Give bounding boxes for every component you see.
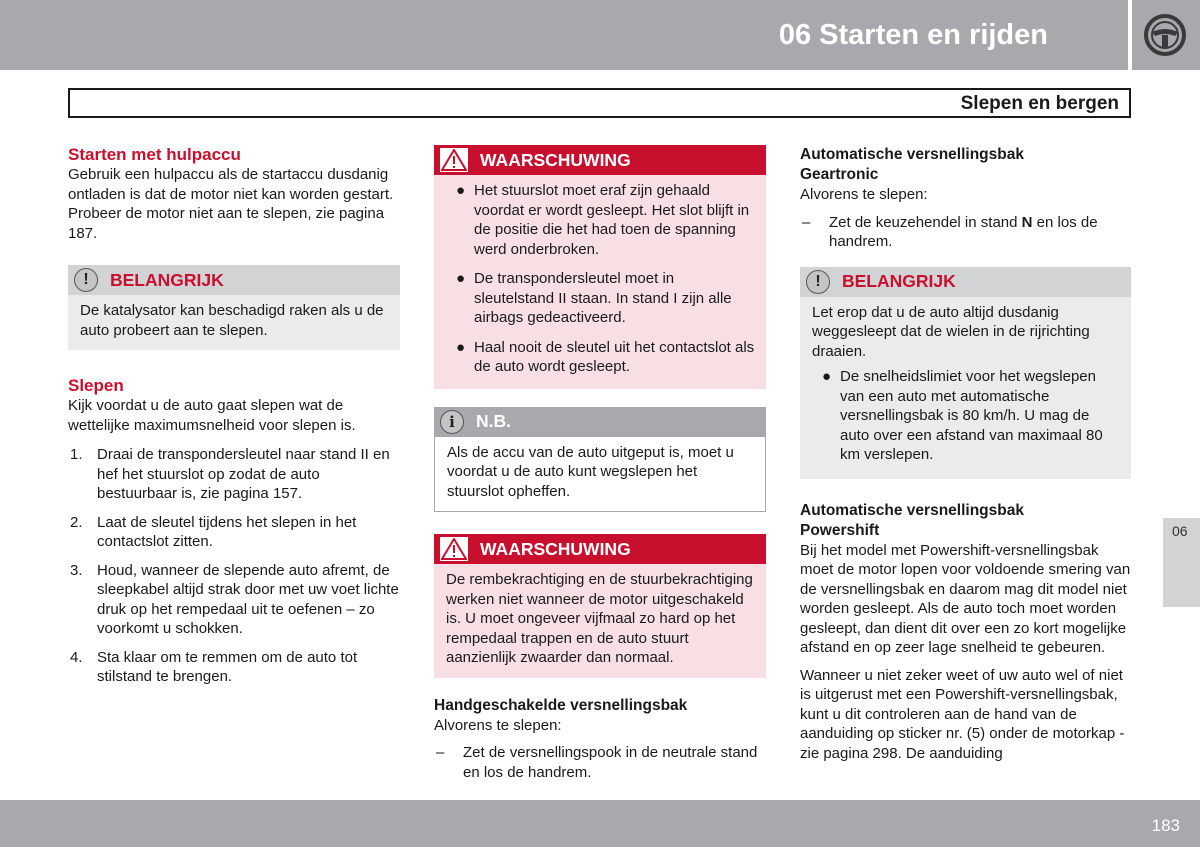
note-box-body (434, 437, 766, 513)
important-title: BELANGRIJK (110, 269, 224, 290)
warning-box-header (434, 534, 766, 564)
heading-handgeschakelde: Handgeschakelde versnellingsbak (434, 696, 688, 714)
warning-box-header (434, 145, 766, 175)
list-item (446, 338, 756, 377)
warning-item-text: Het stuurslot moet eraf zijn gehaald voordat er wordt gesleept. Het slot blijft in de positie die het had toen de spanning werd onderbroken. (474, 182, 750, 258)
warning-title: WAARSCHUWING (480, 538, 631, 559)
bullet-icon: ● (456, 270, 466, 287)
list-item (446, 181, 756, 259)
paragraph-hulpaccu: Gebruik een hulpaccu als de startaccu dusdanig ontladen is dat de motor niet kan worden gestart. Probeer de motor niet aan te slepen, zie pagina 187. (68, 166, 394, 242)
list-item (68, 513, 400, 552)
heading-geartronic-line2: Geartronic (800, 166, 879, 183)
side-tab-label: 06 (1172, 523, 1188, 539)
important-box-body (800, 297, 1131, 479)
warning-box-body (434, 564, 766, 678)
step-number: 2. (70, 513, 83, 531)
dash-text-a: Zet de keuzehendel in stand (829, 213, 1022, 231)
footer-bar (0, 800, 1200, 847)
warning-title: WAARSCHUWING (480, 149, 631, 170)
section-title-box (68, 88, 1131, 118)
heading-starten-met-hulpaccu: Starten met hulpaccu (68, 145, 241, 164)
heading-geartronic-line1: Automatische versnellingsbak (800, 146, 1024, 163)
paragraph-powershift: Bij het model met Powershift-versnellingsbak moet de motor lopen voor voldoende smering van de versnellingsbak en daarom mag dit model niet worden gesleept. Als de auto toch moet worden gesleept, dan dient dit over een zo kort mogelijke afstand en op zeer lage snelheid te gebeuren. (800, 541, 1131, 656)
exclamation-icon: ! (74, 268, 98, 292)
important-list (812, 367, 1121, 465)
dash-marker: – (802, 213, 811, 231)
step-number: 1. (70, 446, 83, 463)
note-title: N.B. (476, 411, 511, 431)
step-text: Houd, wanneer de slepende auto afremt, de sleepkabel altijd strak door met uw voet lichte druk op het rempedaal uit te oefenen – zo voorkomt u schokken. (97, 561, 399, 637)
bullet-icon: ● (822, 368, 832, 385)
header-bar (0, 0, 1128, 70)
warning-box-body (434, 175, 766, 389)
paragraph-aanduiding: Wanneer u niet zeker weet of uw auto wel of niet is uitgerust met een Powershift-versnellingsbak, kunt u dit controleren aan de hand van de aanduiding op sticker nr. (5) onder de motorkap - zie pagina 298. De aanduiding (800, 666, 1125, 762)
list-item (434, 743, 766, 782)
dash-list (800, 213, 1131, 252)
column-3 (800, 145, 1131, 763)
note-text: Als de accu van de auto uitgeput is, moet u voordat u de auto kunt wegslepen het stuurslot opheffen. (447, 443, 734, 500)
list-item (446, 269, 756, 328)
list-item (800, 213, 1131, 252)
important-text: Let erop dat u de auto altijd dusdanig weggesleept dat de wielen in de rijrichting draaien. (812, 303, 1090, 360)
bullet-icon: ● (456, 182, 466, 199)
info-icon: i (440, 410, 464, 434)
heading-powershift-line1: Automatische versnellingsbak (800, 501, 1024, 519)
paragraph-slepen: Kijk voordat u de auto gaat slepen wat de wettelijke maximumsnelheid voor slepen is. (68, 397, 356, 434)
list-item (68, 561, 400, 639)
step-number: 3. (70, 561, 83, 579)
column-2 (434, 145, 766, 791)
warning-box-stuurslot (434, 145, 766, 389)
dash-text-gear: N (1021, 213, 1033, 231)
dash-list (434, 743, 766, 782)
heading-powershift-line2: Powershift (800, 521, 880, 539)
column-1 (68, 145, 400, 696)
important-box-body (68, 295, 400, 350)
heading-slepen: Slepen (68, 376, 124, 395)
warning-list (446, 181, 756, 377)
dash-text: Zet de versnellingspook in de neutrale stand en los de handrem. (463, 744, 758, 781)
warning-triangle-icon (440, 148, 468, 172)
important-title: BELANGRIJK (842, 271, 956, 291)
note-box-accu (434, 407, 766, 513)
dash-marker: – (436, 744, 445, 761)
step-number: 4. (70, 648, 83, 666)
step-text: Laat de sleutel tijdens het slepen in het contactslot zitten. (97, 513, 357, 550)
page-number: 183 (1151, 816, 1180, 835)
important-text: De katalysator kan beschadigd raken als u de auto probeert aan te slepen. (80, 302, 384, 339)
important-box-header (68, 265, 400, 295)
header-icon-box (1132, 0, 1200, 70)
warning-box-rembekrachtiging (434, 534, 766, 678)
step-text: Draai de transpondersleutel naar stand II en hef het stuurslot op zodat de auto bestuurbaar is, zie pagina 157. (97, 446, 390, 502)
step-text: Sta klaar om te remmen om de auto tot stilstand te brengen. (97, 648, 358, 685)
section-title: Slepen en bergen (960, 93, 1119, 114)
warning-text: De rembekrachtiging en de stuurbekrachtiging werken niet wanneer de motor uitgeschakeld is. U moet ongeveer vijfmaal zo hard op het rempedaal trappen en de auto stuurt aanzienlijk zwaarder dan normaal. (446, 571, 753, 666)
list-item (812, 367, 1121, 465)
steering-wheel-icon (1142, 13, 1188, 57)
list-item (68, 648, 400, 687)
exclamation-icon: ! (806, 270, 830, 294)
warning-item-text: Haal nooit de sleutel uit het contactslot als de auto wordt gesleept. (474, 338, 755, 375)
important-box-header (800, 267, 1131, 297)
warning-triangle-icon (440, 537, 468, 561)
important-box-wielen (800, 267, 1131, 479)
paragraph-alvorens: Alvorens te slepen: (434, 716, 562, 734)
paragraph-alvorens: Alvorens te slepen: (800, 186, 928, 203)
bullet-icon: ● (456, 338, 466, 356)
important-bullet-text: De snelheidslimiet voor het wegslepen van een auto met automatische versnellingsbak is 80 km/h. U mag de auto over een afstand van maximaal 80 km verslepen. (840, 368, 1103, 463)
chapter-side-tab (1163, 518, 1200, 607)
warning-item-text: De transpondersleutel moet in sleutelstand II staan. In stand I zijn alle airbags gedeactiveerd. (474, 270, 732, 326)
chapter-title: 06 Starten en rijden (778, 19, 1048, 51)
steps-list (68, 445, 400, 687)
list-item (68, 445, 400, 504)
dash-text-c: en los de handrem. (829, 213, 1098, 250)
note-box-header (434, 407, 766, 437)
important-box-katalysator (68, 265, 400, 350)
